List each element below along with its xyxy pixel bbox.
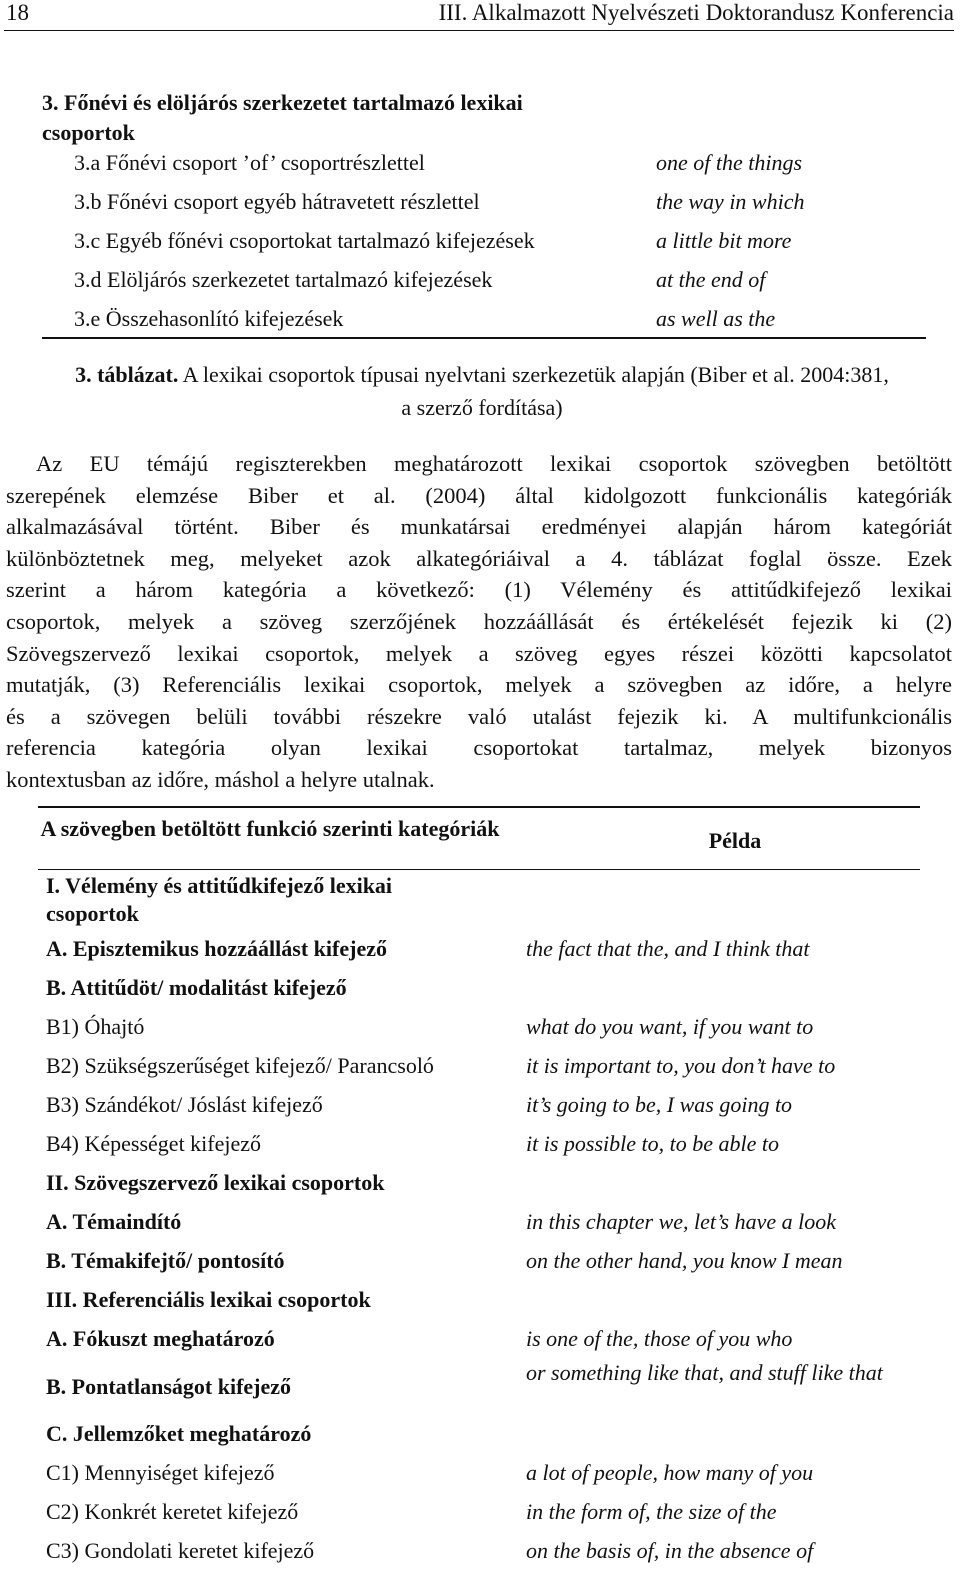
table3-title: 3. Főnévi és elöljárós szerkezetet tartalmazó lexikai csoportok — [42, 90, 523, 145]
table3-row — [74, 226, 934, 256]
table4-row-label: B2) Szükségszerűséget kifejező/ Parancsoló — [46, 1053, 434, 1078]
table4-row-label: A. Témaindító — [46, 1209, 182, 1234]
table4-row-label: B3) Szándékot/ Jóslást kifejező — [46, 1092, 323, 1117]
table3-row-label: 3.a Főnévi csoport ’of’ csoportrészlettel — [74, 150, 425, 175]
paragraph-line: alkalmazásával történt. Biber és munkatársai eredményei alapján három kategóriát — [6, 514, 952, 540]
table4-row-label: B. Témakifejtő/ pontosító — [46, 1248, 285, 1273]
running-title: III. Alkalmazott Nyelvészeti Doktorandusz Konferencia — [438, 0, 954, 25]
table4-row-label: C2) Konkrét keretet kifejező — [46, 1499, 299, 1524]
table3-row-label: 3.d Elöljárós szerkezetet tartalmazó kifejezések — [74, 267, 493, 292]
table4-row-label: C1) Mennyiséget kifejező — [46, 1460, 275, 1485]
table4-row-label: A. Episztemikus hozzáállást kifejező — [46, 936, 387, 961]
page-header — [4, 0, 954, 30]
table4-row-example: it’s going to be, I was going to — [526, 1092, 793, 1117]
caption-text-line1: A lexikai csoportok típusai nyelvtani szerkezetük alapján (Biber et al. 2004:381, — [182, 362, 889, 387]
table4-row-example: on the basis of, in the absence of — [526, 1538, 814, 1563]
table3-row-label: 3.e Összehasonlító kifejezések — [74, 306, 344, 331]
paragraph-line: Az EU témájú regiszterekben meghatározott lexikai csoportok szövegben betöltött — [36, 451, 952, 476]
table4-row-label: A. Fókuszt meghatározó — [46, 1326, 275, 1351]
paragraph-line: szerepének elemzése Biber et al. (2004) által kidolgozott funkcionális kategóriák — [6, 482, 952, 508]
paragraph-line: szerint a három kategória a következő: (1) Vélemény és attitűdkifejező lexikai — [6, 577, 952, 603]
table3-row-example: at the end of — [656, 267, 766, 292]
table3-caption — [40, 358, 924, 424]
paragraph-line: referencia kategória olyan lexikai csoportokat tartalmaz, melyek bizonyos — [6, 735, 952, 761]
paragraph-line: csoportok, melyek a szöveg szerzőjének hozzáállását és értékelését fejezik ki (2) — [6, 608, 952, 634]
table4-row-label: B. Pontatlanságot kifejező — [46, 1374, 292, 1399]
table4-header-rule — [38, 869, 920, 870]
table4-row-example: it is important to, you don’t have to — [526, 1053, 836, 1078]
table3-bottom-rule — [42, 337, 926, 339]
table3-row-label: 3.b Főnévi csoport egyéb hátravetett részlettel — [74, 189, 480, 214]
paragraph-line: különböztetnek meg, melyeket azok alkategóriáival a 4. táblázat foglal össze. Ezek — [6, 545, 952, 571]
table3-row — [74, 265, 934, 295]
table3-row — [74, 148, 934, 178]
table3-row-example: the way in which — [656, 189, 805, 214]
table3-row-example: as well as the — [656, 306, 776, 331]
table4-row-example: the fact that the, and I think that — [526, 936, 810, 961]
table4-row-example: on the other hand, you know I mean — [526, 1248, 843, 1273]
caption-text-line2: a szerző fordítása) — [401, 395, 563, 420]
table4-row-example: it is possible to, to be able to — [526, 1131, 779, 1156]
body-paragraph — [6, 448, 952, 796]
table4-row-example: what do you want, if you want to — [526, 1014, 814, 1039]
table4-row-label: B4) Képességet kifejező — [46, 1131, 262, 1156]
table4-row-label: I. Vélemény és attitűdkifejező lexikai csoportok — [46, 873, 393, 926]
paragraph-line: Szövegszervező lexikai csoportok, melyek a szöveg egyes részei közötti kapcsolatot — [6, 640, 952, 666]
table4-row-example: is one of the, those of you who — [526, 1326, 793, 1351]
paragraph-line: mutatják, (3) Referenciális lexikai csoportok, melyek a szövegben az időre, a helyre — [6, 672, 952, 698]
table3-row — [74, 187, 934, 217]
header-divider — [4, 30, 954, 31]
caption-label: 3. táblázat. — [75, 362, 179, 387]
paragraph-line: kontextusban az időre, máshol a helyre utalnak. — [6, 766, 435, 792]
table4-row-label: B. Attitűdöt/ modalitást kifejező — [46, 975, 347, 1000]
table4-row-example: or something like that, and stuff like that — [526, 1360, 883, 1385]
page-number: 18 — [6, 0, 29, 25]
table4-row-label: B1) Óhajtó — [46, 1014, 145, 1039]
table3-row-example: one of the things — [656, 150, 803, 175]
table4-row-label: C. Jellemzőket meghatározó — [46, 1421, 312, 1446]
table4-header-category: A szövegben betöltött funkció szerinti kategóriák — [40, 816, 500, 841]
table3-row-example: a little bit more — [656, 228, 792, 253]
table4-row-label: III. Referenciális lexikai csoportok — [46, 1287, 371, 1312]
table4-row-example: in this chapter we, let’s have a look — [526, 1209, 836, 1234]
table3-row — [74, 304, 934, 334]
table4-top-rule — [38, 806, 920, 808]
table4-row-example: in the form of, the size of the — [526, 1499, 777, 1524]
table4-row-example: a lot of people, how many of you — [526, 1460, 814, 1485]
table4-row-label: II. Szövegszervező lexikai csoportok — [46, 1170, 385, 1195]
table4-row-label: C3) Gondolati keretet kifejező — [46, 1538, 315, 1563]
table4-header-example: Példa — [708, 828, 762, 853]
paragraph-line: és a szövegen belüli további részekre való utalást fejezik ki. A multifunkcionális — [6, 703, 952, 729]
table3-row-label: 3.c Egyéb főnévi csoportokat tartalmazó kifejezések — [74, 228, 535, 253]
